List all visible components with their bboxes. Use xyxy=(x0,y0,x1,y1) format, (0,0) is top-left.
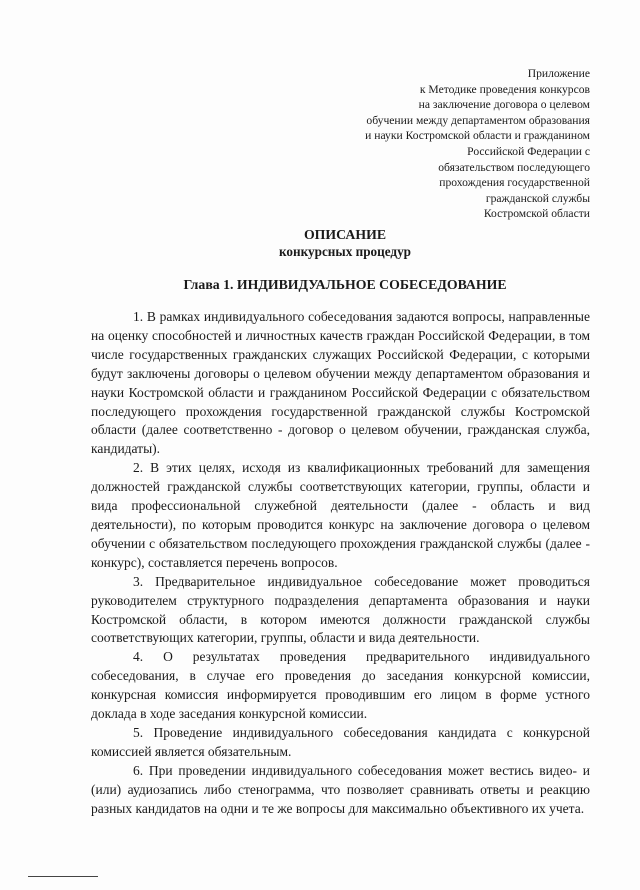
appendix-line: к Методике проведения конкурсов xyxy=(419,82,590,96)
paragraph-6: 6. При проведении индивидуального собеседования может вестись видео- и (или) аудиозапись либо стенограмма, что позволяет сравнивать ответы и реакцию разных кандидатов на одни и те же вопросы для максимально объективного их учета. xyxy=(91,762,590,816)
paragraph-1: 1. В рамках индивидуального собеседования задаются вопросы, направленные на оценку способностей и личностных качеств граждан Российской Федерации, в том числе государственных гражданских служащих Российской Федерации, с которыми будут заключены договоры о целевом обучении между департаментом образования и науки Костромской области и гражданином Российской Федерации с обязательством последующего прохождения государственной гражданской службы Костромской области (далее соответственно - договор о целевом обучении, гражданская служба, кандидаты). xyxy=(91,309,590,457)
paragraph-5: 5. Проведение индивидуального собеседования кандидата с конкурсной комиссией является обязательным. xyxy=(91,724,590,759)
appendix-line: на заключение договора о целевом xyxy=(418,98,590,112)
paragraph-4: 4. О результатах проведения предварительного индивидуального собеседования, в случае его проведения до заседания конкурсной комиссии, конкурсная комиссия информируется проводившим его лицом в форме устного доклада в ходе заседания конкурсной комиссии. xyxy=(91,649,590,722)
document-title: ОПИСАНИЕ xyxy=(303,227,387,242)
appendix-line: Российской Федерации с xyxy=(467,144,590,158)
chapter-heading: Глава 1. ИНДИВИДУАЛЬНОЕ СОБЕСЕДОВАНИЕ xyxy=(183,277,507,292)
appendix-block xyxy=(290,66,590,222)
appendix-line: и науки Костромской области и гражданином xyxy=(365,129,590,143)
paragraph-2: 2. В этих целях, исходя из квалификационных требований для замещения должностей гражданской службы соответствующих категории, группы, области и вида профессиональной служебной деятельности (далее - область и вид деятельности), по которым проводится конкурс на заключение договора о целевом обучении с обязательством последующего прохождения гражданской службы (далее - конкурс), составляется перечень вопросов. xyxy=(91,460,590,570)
appendix-line: гражданской службы xyxy=(485,191,590,205)
appendix-line: обучении между департаментом образования xyxy=(366,113,590,127)
appendix-line: Приложение xyxy=(527,67,590,80)
appendix-line: прохождения государственной xyxy=(439,176,590,190)
appendix-line: обязательством последующего xyxy=(438,160,590,174)
footnote-divider xyxy=(28,876,98,877)
document-subtitle: конкурсных процедур xyxy=(279,244,411,259)
paragraph-3: 3. Предварительное индивидуальное собеседование может проводиться руководителем структурного подразделения департамента образования и науки Костромской области, в котором имеются должности гражданской службы соответствующих категории, группы, области и вида деятельности. xyxy=(91,573,590,646)
appendix-line: Костромской области xyxy=(483,207,590,221)
body-text xyxy=(91,308,590,818)
